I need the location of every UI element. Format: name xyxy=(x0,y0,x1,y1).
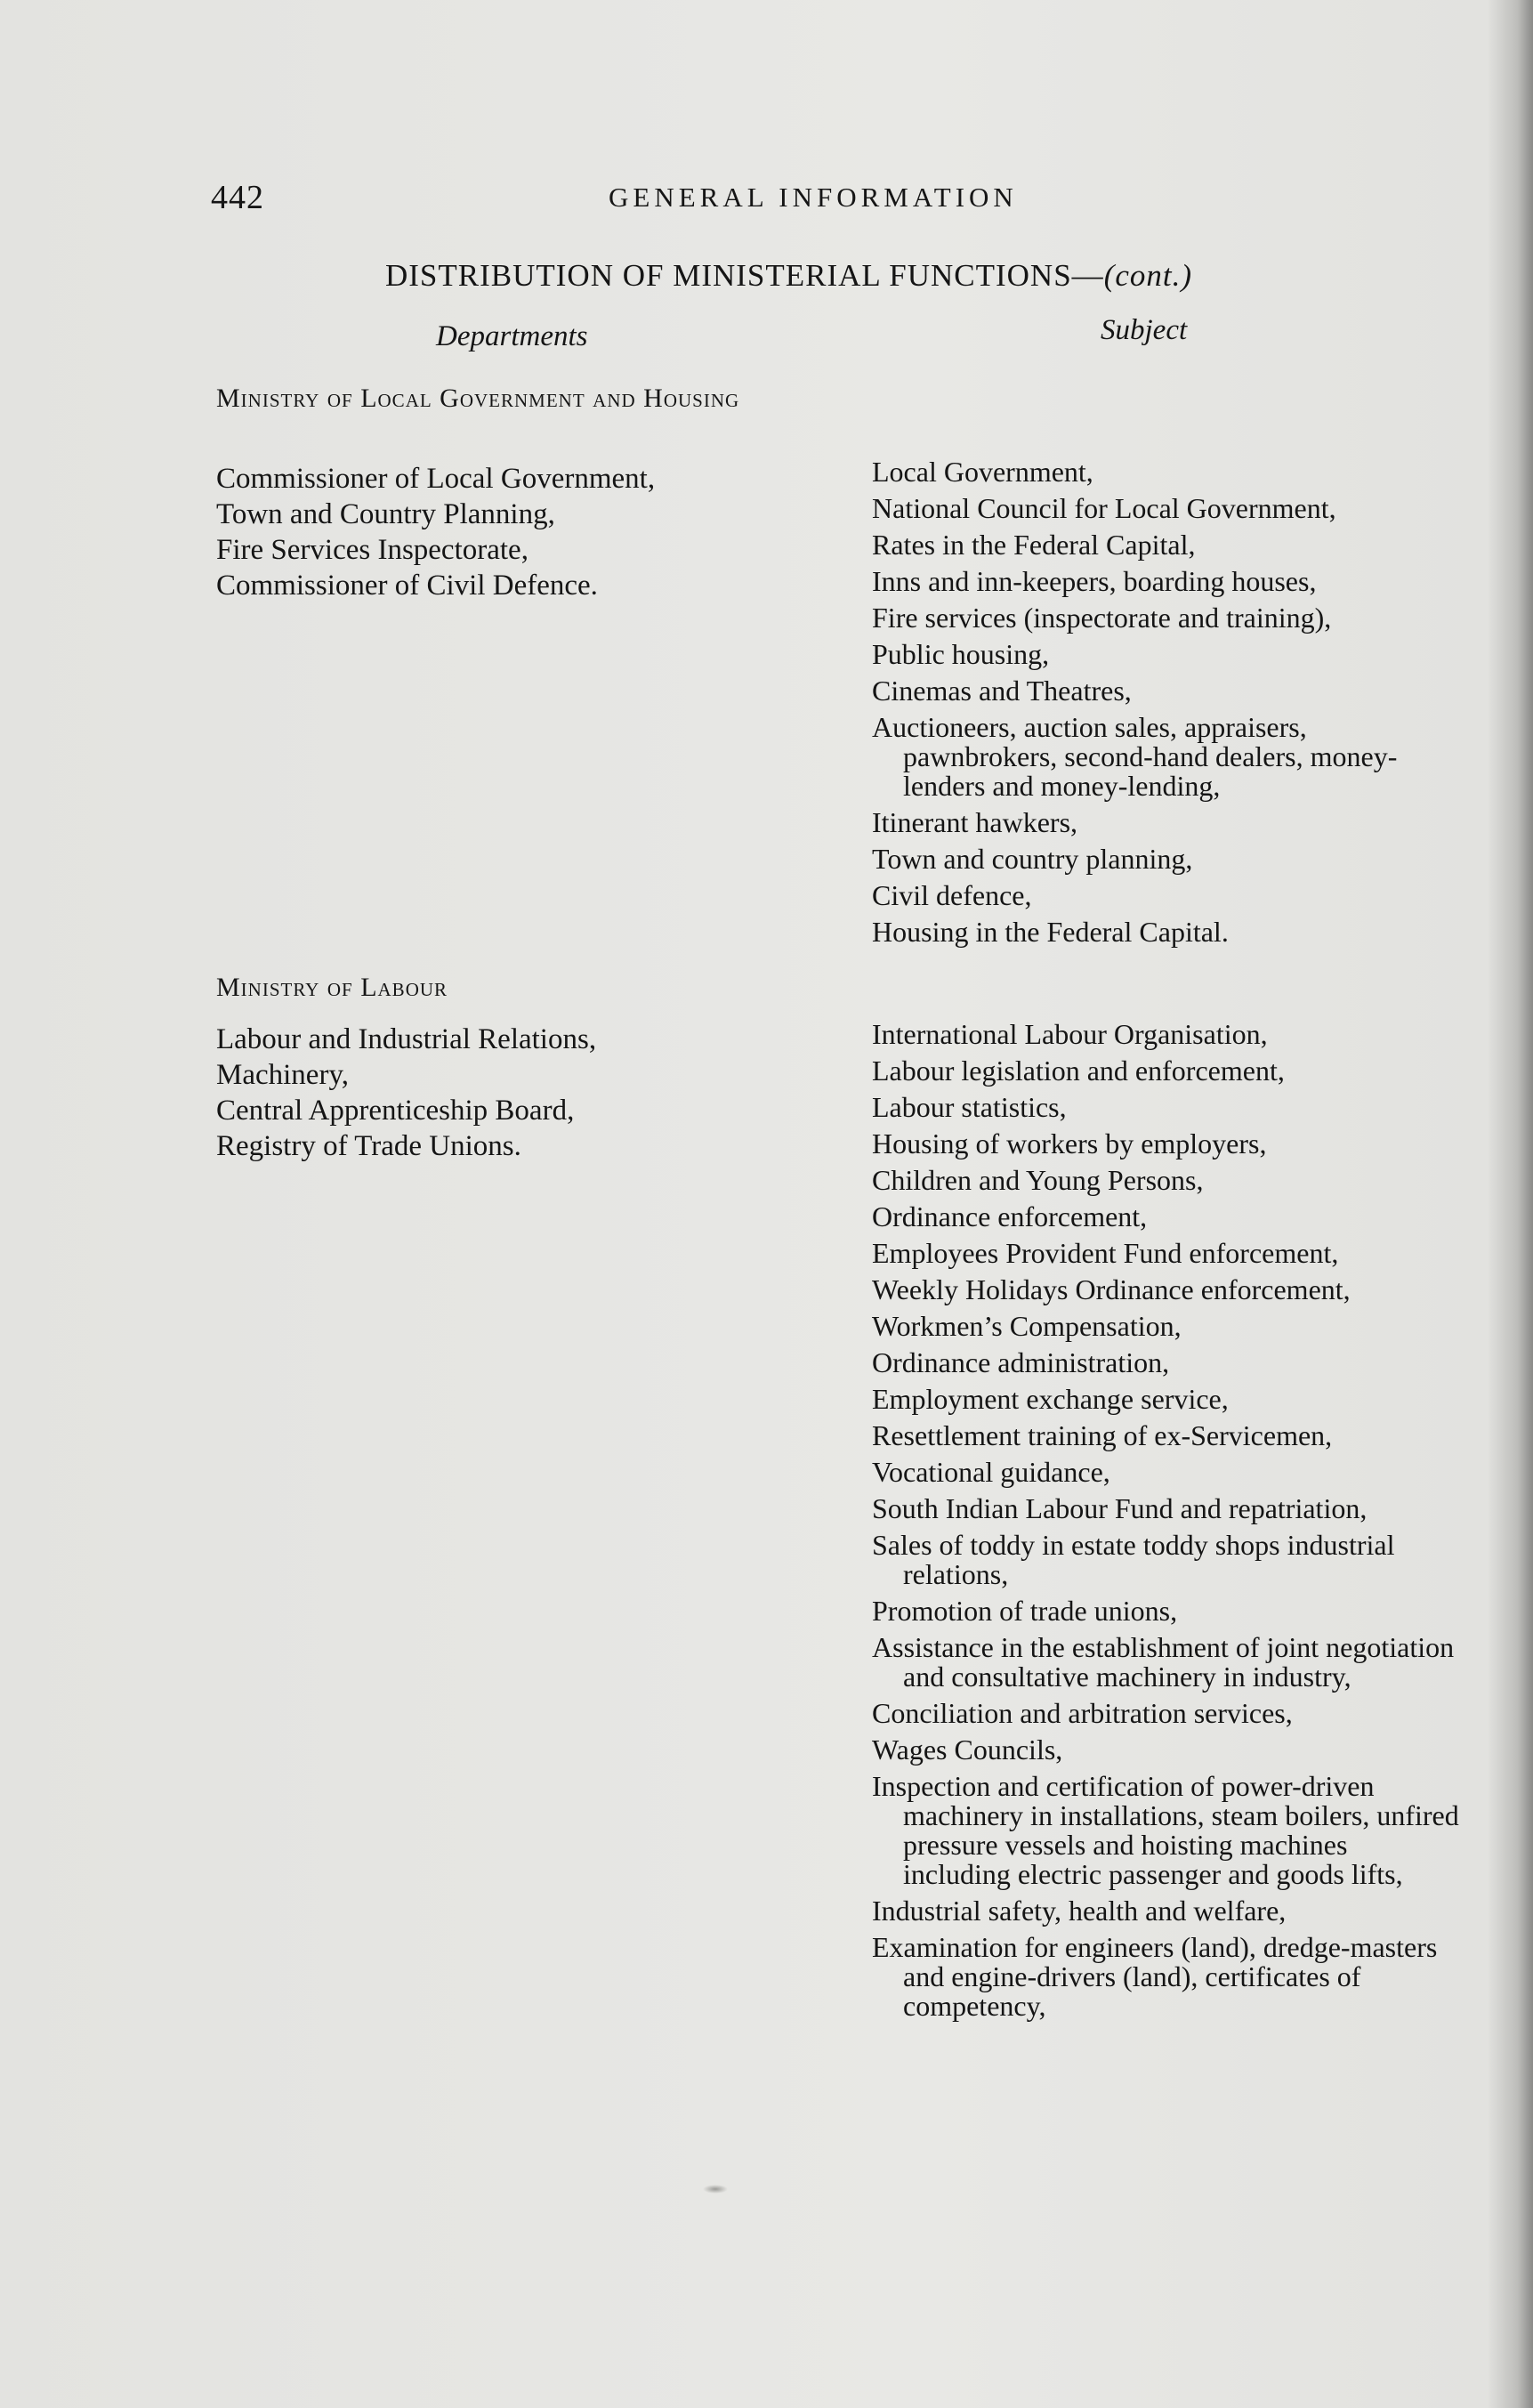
subject-item: Workmen’s Compensation, xyxy=(872,1310,1182,1342)
subject-item: International Labour Organisation, xyxy=(872,1018,1268,1050)
subject-item: Sales of toddy in estate toddy shops industrial relations, xyxy=(872,1529,1395,1590)
department-list xyxy=(216,1022,596,1164)
subject-item: Local Government, xyxy=(872,456,1093,488)
subject-item: Cinemas and Theatres, xyxy=(872,675,1132,707)
subject-item: Itinerant hawkers, xyxy=(872,806,1078,838)
department-item: Commissioner of Civil Defence. xyxy=(216,570,598,602)
subject-item: Weekly Holidays Ordinance enforcement, xyxy=(872,1273,1351,1305)
department-item: Commissioner of Local Government, xyxy=(216,463,656,495)
department-item: Machinery, xyxy=(216,1059,350,1091)
subject-item: Public housing, xyxy=(872,638,1050,670)
department-item: Fire Services Inspectorate, xyxy=(216,534,528,566)
ministry-heading: Ministry of Local Government and Housing xyxy=(216,384,740,413)
subject-item: Promotion of trade unions, xyxy=(872,1595,1178,1627)
column-heading-subject: Subject xyxy=(1101,314,1188,346)
department-list xyxy=(216,461,655,603)
subject-item: Inspection and certification of power-driven machinery in installations, steam boilers, unfired pressure vessels and hoisting machines including electric passenger and goods lifts, xyxy=(872,1770,1459,1890)
page-number: 442 xyxy=(211,179,264,216)
subject-list xyxy=(872,457,1459,954)
subject-item: Industrial safety, health and welfare, xyxy=(872,1895,1287,1927)
subject-item: Resettlement training of ex-Servicemen, xyxy=(872,1419,1333,1451)
subject-item: South Indian Labour Fund and repatriation, xyxy=(872,1492,1368,1524)
subject-item: Vocational guidance, xyxy=(872,1456,1110,1488)
subject-item: Assistance in the establishment of joint negotiation and consultative machinery in industry, xyxy=(872,1631,1455,1693)
ink-smudge xyxy=(703,2185,728,2194)
subject-item: Examination for engineers (land), dredge-masters and engine-drivers (land), certificates of competency, xyxy=(872,1931,1438,2022)
department-item: Registry of Trade Unions. xyxy=(216,1130,521,1162)
subject-item: Labour legislation and enforcement, xyxy=(872,1055,1285,1087)
subject-item: Housing in the Federal Capital. xyxy=(872,916,1229,948)
subject-list xyxy=(872,1020,1459,2028)
title-main: DISTRIBUTION OF MINISTERIAL FUNCTIONS— xyxy=(385,258,1104,293)
subject-item: Conciliation and arbitration services, xyxy=(872,1697,1293,1729)
page-header xyxy=(0,178,1533,231)
column-heading-departments: Departments xyxy=(436,320,588,352)
subject-item: Children and Young Persons, xyxy=(872,1164,1204,1196)
subject-item: Employment exchange service, xyxy=(872,1383,1229,1415)
department-item: Town and Country Planning, xyxy=(216,498,555,530)
subject-item: Fire services (inspectorate and training), xyxy=(872,602,1332,634)
department-item: Labour and Industrial Relations, xyxy=(216,1023,597,1055)
subject-item: Labour statistics, xyxy=(872,1091,1067,1123)
page-title xyxy=(385,258,1192,294)
title-suffix: (cont.) xyxy=(1103,258,1193,293)
subject-item: Auctioneers, auction sales, appraisers, pawnbrokers, second-hand dealers, money-lenders and money-lending, xyxy=(872,711,1398,802)
subject-item: Rates in the Federal Capital, xyxy=(872,529,1196,561)
subject-item: National Council for Local Government, xyxy=(872,492,1336,524)
subject-item: Town and country planning, xyxy=(872,843,1193,875)
subject-item: Ordinance administration, xyxy=(872,1346,1170,1378)
running-head: GENERAL INFORMATION xyxy=(609,182,1018,213)
subject-item: Housing of workers by employers, xyxy=(872,1127,1267,1160)
subject-item: Employees Provident Fund enforcement, xyxy=(872,1237,1339,1269)
department-item: Central Apprenticeship Board, xyxy=(216,1095,575,1127)
subject-item: Inns and inn-keepers, boarding houses, xyxy=(872,565,1317,597)
subject-item: Civil defence, xyxy=(872,879,1032,911)
subject-item: Wages Councils, xyxy=(872,1733,1063,1766)
subject-item: Ordinance enforcement, xyxy=(872,1200,1148,1232)
ministry-heading: Ministry of Labour xyxy=(216,973,448,1002)
